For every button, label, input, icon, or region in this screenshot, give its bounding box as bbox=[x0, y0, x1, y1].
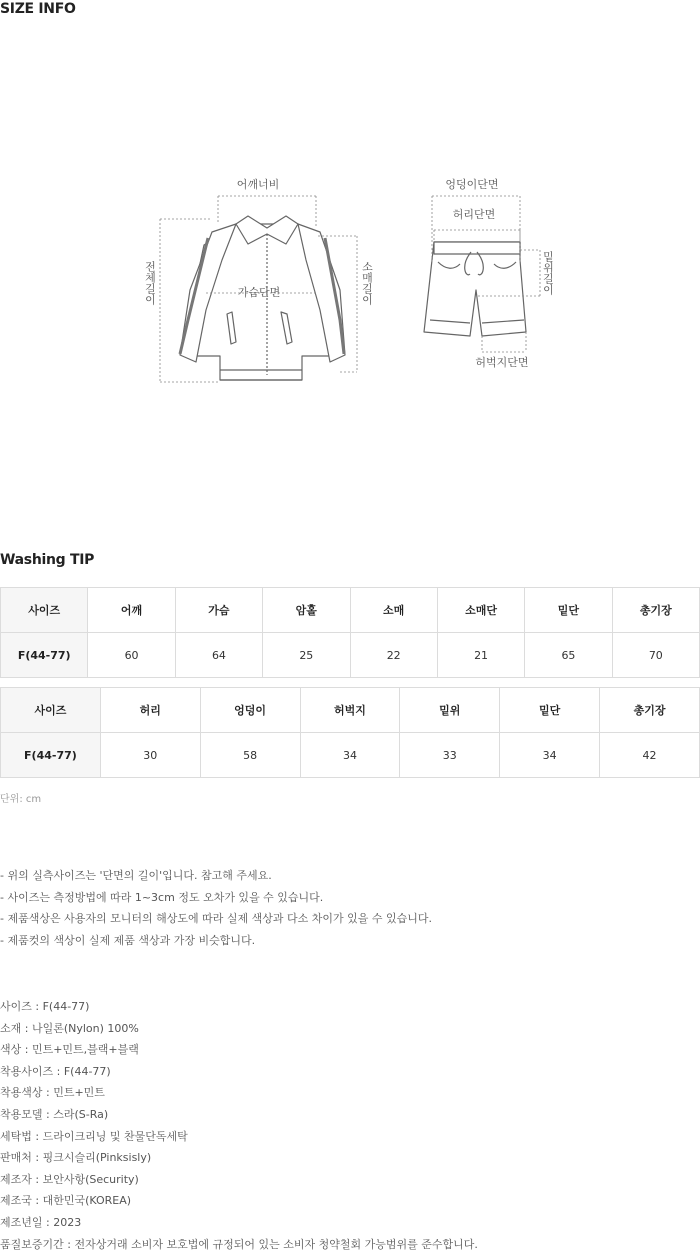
washing-tip-heading: Washing TIP bbox=[0, 552, 95, 568]
product-info-list bbox=[0, 996, 478, 1255]
info-item: 사이즈 : F(44-77) bbox=[0, 1000, 90, 1013]
note-item: - 제품컷의 색상이 실제 제품 색상과 가장 비슷합니다. bbox=[0, 933, 256, 947]
info-item: 착용사이즈 : F(44-77) bbox=[0, 1064, 111, 1078]
size-table-bottom bbox=[0, 687, 700, 778]
table-cell: 60 bbox=[88, 633, 175, 678]
table-row bbox=[1, 733, 700, 778]
table-cell: 33 bbox=[400, 733, 500, 778]
table-header-cell: 총기장 bbox=[612, 588, 699, 633]
note-item: - 위의 실측사이즈는 '단면의 길이'입니다. 참고해 주세요. bbox=[0, 869, 272, 882]
table-header-cell: 밑단 bbox=[525, 588, 612, 633]
info-item: 판매처 : 핑크시슬리(Pinksisly) bbox=[0, 1151, 152, 1165]
info-item: 제조국 : 대한민국(KOREA) bbox=[0, 1194, 132, 1208]
shorts-drawing bbox=[424, 242, 526, 336]
table-cell: 34 bbox=[500, 733, 600, 778]
label-chest-half: 가슴단면 bbox=[237, 286, 281, 299]
table-header-row bbox=[1, 588, 700, 633]
table-header-cell: 허리 bbox=[100, 688, 200, 733]
table-header-cell: 밑단 bbox=[500, 688, 600, 733]
unit-label: 단위: cm bbox=[0, 794, 42, 805]
info-item: 착용색상 : 민트+민트 bbox=[0, 1086, 105, 1100]
size-table-top bbox=[0, 587, 700, 678]
info-item: 착용모델 : 스라(S-Ra) bbox=[0, 1107, 109, 1121]
table-cell: F(44-77) bbox=[1, 733, 101, 778]
table-header-cell: 암홀 bbox=[263, 588, 350, 633]
table-cell: 64 bbox=[175, 633, 262, 678]
table-header-cell: 밑위 bbox=[400, 688, 500, 733]
note-item: - 사이즈는 측정방법에 따라 1~3cm 정도 오차가 있을 수 있습니다. bbox=[0, 890, 324, 904]
table-cell: 34 bbox=[300, 733, 400, 778]
table-cell: 30 bbox=[100, 733, 200, 778]
label-rise: 밑위길이 bbox=[541, 251, 555, 295]
label-hip-half: 엉덩이단면 bbox=[445, 178, 499, 191]
info-item: 제조년일 : 2023 bbox=[0, 1215, 82, 1229]
table-header-cell: 사이즈 bbox=[1, 688, 101, 733]
label-total-length: 전체길이 bbox=[143, 261, 157, 305]
label-shoulder-width: 어깨너비 bbox=[236, 178, 280, 191]
notes-list bbox=[0, 865, 432, 951]
table-cell: 21 bbox=[437, 633, 524, 678]
table-header-cell: 소매단 bbox=[437, 588, 524, 633]
table-cell: 58 bbox=[200, 733, 300, 778]
label-sleeve-length: 소매길이 bbox=[360, 261, 374, 305]
label-thigh-half: 허벅지단면 bbox=[475, 356, 529, 369]
table-cell: F(44-77) bbox=[1, 633, 88, 678]
info-item: 소재 : 나일론(Nylon) 100% bbox=[0, 1021, 139, 1035]
info-item: 색상 : 민트+민트,블랙+블랙 bbox=[0, 1043, 139, 1057]
table-header-cell: 가슴 bbox=[175, 588, 262, 633]
table-cell: 65 bbox=[525, 633, 612, 678]
table-header-cell: 사이즈 bbox=[1, 588, 88, 633]
table-cell: 42 bbox=[600, 733, 700, 778]
size-diagram bbox=[0, 170, 700, 400]
table-cell: 22 bbox=[350, 633, 437, 678]
info-item: 품질보증기간 : 전자상거래 소비자 보호법에 규정되어 있는 소비자 청약철회 가능범위를 준수합니다. bbox=[0, 1237, 478, 1251]
table-header-cell: 어깨 bbox=[88, 588, 175, 633]
label-waist-half: 허리단면 bbox=[452, 208, 496, 221]
table-header-row bbox=[1, 688, 700, 733]
table-cell: 25 bbox=[263, 633, 350, 678]
table-header-cell: 총기장 bbox=[600, 688, 700, 733]
info-item: 세탁법 : 드라이크리닝 및 찬물단독세탁 bbox=[0, 1129, 188, 1143]
table-cell: 70 bbox=[612, 633, 699, 678]
info-item: 제조자 : 보안사항(Security) bbox=[0, 1172, 139, 1186]
table-row bbox=[1, 633, 700, 678]
note-item: - 제품색상은 사용자의 모니터의 해상도에 따라 실제 색상과 다소 차이가 있을 수 있습니다. bbox=[0, 912, 432, 926]
table-header-cell: 엉덩이 bbox=[200, 688, 300, 733]
table-header-cell: 허벅지 bbox=[300, 688, 400, 733]
size-info-heading: SIZE INFO bbox=[0, 1, 76, 17]
table-header-cell: 소매 bbox=[350, 588, 437, 633]
